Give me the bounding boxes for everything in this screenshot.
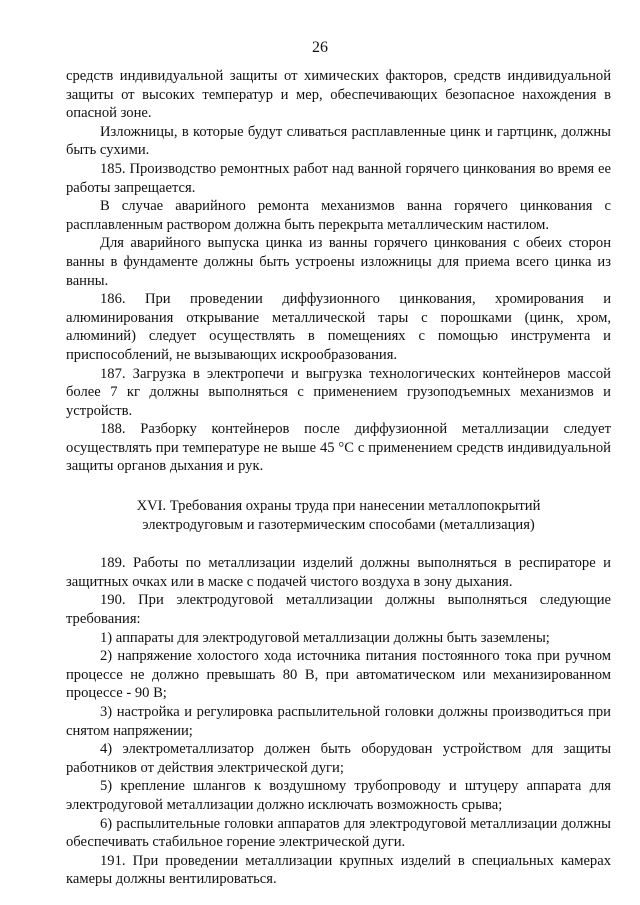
list-item: 2) напряжение холостого хода источника питания постоянного тока при ручном процессе не должно превышать 80 В, при автоматическом или механизированном процессе - 90 В; xyxy=(66,648,611,702)
list-item: 4) электрометаллизатор должен быть оборудован устройством для защиты работников от действия электрической дуги; xyxy=(66,741,611,776)
section-heading xyxy=(66,497,611,534)
paragraph: В случае аварийного ремонта механизмов ванна горячего цинкования с расплавленным раствором должна быть перекрыта металлическим настилом. xyxy=(66,198,611,233)
list-item: 5) крепление шлангов к воздушному трубопроводу и штуцеру аппарата для электродуговой металлизации должно исключать возможность срыва; xyxy=(66,778,611,813)
paragraph-188: 188. Разборку контейнеров после диффузионной металлизации следует осуществлять при температуре не выше 45 °С с применением средств индивидуальной защиты органов дыхания и рук. xyxy=(66,421,611,475)
section-heading-line: XVI. Требования охраны труда при нанесении металлопокрытий xyxy=(136,498,541,515)
paragraph-185: 185. Производство ремонтных работ над ванной горячего цинкования во время ее работы запрещается. xyxy=(66,160,611,196)
paragraph: Изложницы, в которые будут сливаться расплавленные цинк и гартцинк, должны быть сухими. xyxy=(66,123,611,159)
page-number: 26 xyxy=(312,39,328,56)
paragraph-190: 190. При электродуговой металлизации должны выполняться следующие требования: xyxy=(66,592,611,628)
list-item: 3) настройка и регулировка распылительной головки должны производиться при снятом напряжении; xyxy=(66,704,611,739)
paragraph-186: 186. При проведении диффузионного цинкования, хромирования и алюминирования открывание металлической тары с порошками (цинк, хром, алюминий) следует осуществлять в помещениях с помощью инструмента и приспособлений, не вызывающих искрообразования. xyxy=(66,291,611,363)
paragraph: Для аварийного выпуска цинка из ванны горячего цинкования с обеих сторон ванны в фундаменте должны быть устроены изложницы для приема всего цинка из ванны. xyxy=(66,235,611,289)
paragraph: средств индивидуальной защиты от химических факторов, средств индивидуальной защиты от высоких температур и мер, обеспечивающих безопасное нахождения в опасной зоне. xyxy=(66,68,611,122)
document-body xyxy=(66,67,611,889)
list-item: 6) распылительные головки аппаратов для электродуговой металлизации должны обеспечивать стабильное горение электрической дуги. xyxy=(66,815,611,851)
paragraph-187: 187. Загрузка в электропечи и выгрузка технологических контейнеров массой более 7 кг должны выполняться с применением грузоподъемных механизмов и устройств. xyxy=(66,365,611,419)
paragraph-191: 191. При проведении металлизации крупных изделий в специальных камерах камеры должны вентилироваться. xyxy=(66,852,611,888)
paragraph-189: 189. Работы по металлизации изделий должны выполняться в респираторе и защитных очках или в маске с подачей чистого воздуха в зону дыхания. xyxy=(66,555,611,590)
list-item: 1) аппараты для электродуговой металлизации должны быть заземлены; xyxy=(100,629,550,646)
section-heading-line: электродуговым и газотермическим способами (металлизация) xyxy=(142,516,535,533)
